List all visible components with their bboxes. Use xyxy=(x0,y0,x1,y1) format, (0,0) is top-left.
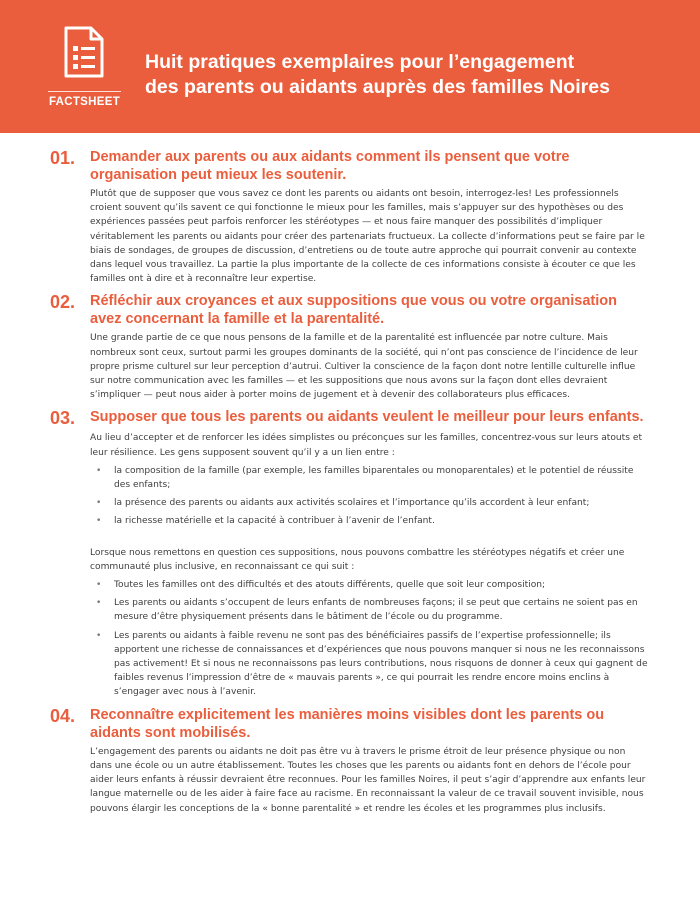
section-paragraph: Plutôt que de supposer que vous savez ce dont les parents ou aidants ont besoin, interrogez-les! Les professionnels croient souvent qu’ils savent ce qui fonctionne le mieux pour les familles, mais s’appuyer sur des hypothèses ou des expériences passées peut parfois renforcer les stéréotypes — et nous faire manquer des possibilités d’impliquer véritablement les parents ou aidants pour créer des partenariats fructueux. La collecte d’informations peut se faire par le biais de sondages, de groupes de discussion, d’entretiens ou de toute autre approche qui pourrait convenir au contexte dans lequel vous travaillez. La partie la plus importante de la collecte de ces informations consiste à écouter ce que les familles ont à dire et à reconnaître leur expertise. xyxy=(90,189,645,285)
section-body xyxy=(90,331,650,402)
page-title xyxy=(145,50,685,100)
section-02 xyxy=(50,292,650,402)
section-title: Supposer que tous les parents ou aidants veulent le meilleur pour leurs enfants. xyxy=(90,409,644,426)
section-number: 03. xyxy=(50,408,76,429)
list-item: • Toutes les familles ont des difficultés et des atouts différents, quelle que soit leur composition; xyxy=(90,578,650,592)
section-paragraph: Au lieu d’accepter et de renforcer les idées simplistes ou préconçues sur les familles, concentrez-vous sur leurs atouts et leur résilience. Les gens supposent souvent qu’il y a un lien entre : xyxy=(90,433,643,458)
section-number: 02. xyxy=(50,292,76,313)
section-heading xyxy=(50,292,650,328)
section-paragraph: Une grande partie de ce que nous pensons de la famille et de la parentalité est influencée par notre culture. Mais nombreux sont ceux, surtout parmi les groupes dominants de la société, qui n’ont pas conscience de l’incidence de leur propre prisme culturel sur leur perception d’autrui. Cultiver la conscience de la façon dont notre lentille culturelle influe sur notre communication avec les familles — et les suppositions que nous avons sur la façon dont elles devraient s’impliquer — peut nous aider à porter moins de jugement et à devenir des collaborateurs plus efficaces. xyxy=(90,333,638,401)
bullet-list-2 xyxy=(90,578,650,700)
section-heading xyxy=(50,706,650,742)
title-line-2: des parents ou aidants auprès des familles Noires xyxy=(145,76,610,98)
section-heading xyxy=(50,148,650,184)
section-paragraph: L’engagement des parents ou aidants ne doit pas être vu à travers le prisme étroit de leur présence physique ou non dans une école ou un autre établissement. Toutes les choses que les parents ou aidants font en dehors de l’école pour aider leurs enfants à réussir devraient être reconnues. Pour les familles Noires, il peut s’agir d’apprendre aux enfants leur langue maternelle ou de les aider à faire face au racisme. En reconnaissant la valeur de ce travail souvent invisible, nous pouvons élargir les conceptions de la « bonne parentalité » et rendre les écoles et les programmes plus inclusifs. xyxy=(90,746,646,814)
section-heading xyxy=(50,408,650,428)
section-03 xyxy=(50,408,650,699)
section-body xyxy=(90,187,650,286)
list-item: • Les parents ou aidants s’occupent de leurs enfants de nombreuses façons; il se peut que certains ne soient pas en mesure d’être physiquement présents dans le bâtiment de l’école ou du programme. xyxy=(90,596,650,624)
list-item: • la richesse matérielle et la capacité à contribuer à l’avenir de l’enfant. xyxy=(90,514,650,528)
section-01 xyxy=(50,148,650,286)
section-04 xyxy=(50,706,650,816)
badge-divider xyxy=(48,91,121,92)
section-number: 01. xyxy=(50,148,76,168)
section-title: Réfléchir aux croyances et aux suppositions que vous ou votre organisation avez concernant la famille et la parentalité. xyxy=(90,293,617,328)
section-number: 04. xyxy=(50,705,76,726)
factsheet-badge xyxy=(46,22,123,110)
document-list-icon xyxy=(63,26,105,78)
section-body xyxy=(90,745,650,816)
list-item: • la présence des parents ou aidants aux activités scolaires et l’importance qu’ils accordent à leur enfant; xyxy=(90,496,650,510)
section-body xyxy=(90,431,650,699)
main-content xyxy=(50,148,650,822)
header-banner xyxy=(0,0,700,133)
bullet-list xyxy=(90,464,650,529)
list-item: • la composition de la famille (par exemple, les familles biparentales ou monoparentales) et le potentiel de réussite des enfants; xyxy=(90,464,650,492)
section-title: Reconnaître explicitement les manières moins visibles dont les parents ou aidants sont mobilisés. xyxy=(90,706,605,741)
section-title: Demander aux parents ou aux aidants comment ils pensent que votre organisation peut mieux les soutenir. xyxy=(90,149,570,183)
badge-label: FACTSHEET xyxy=(48,96,121,108)
section-paragraph-2: Lorsque nous remettons en question ces suppositions, nous pouvons combattre les stéréotypes négatifs et créer une communauté plus inclusive, en reconnaissant ce qui suit : xyxy=(90,547,625,572)
list-item: • Les parents ou aidants à faible revenu ne sont pas des bénéficiaires passifs de l’expertise professionnelle; ils apportent une richesse de connaissances et d’expériences que nous pouvons manquer si nous ne les reconnaissons pas activement! Et si nous ne reconnaissons pas leurs contributions, nous risquons de donner à ceux qui gagnent de faibles revenus l’impression d’être de « mauvais parents », ce qui pourrait les rendre encore moins enclins à s’engager avec nous à l’avenir. xyxy=(90,629,650,700)
title-line-1: Huit pratiques exemplaires pour l’engagement xyxy=(145,51,575,73)
